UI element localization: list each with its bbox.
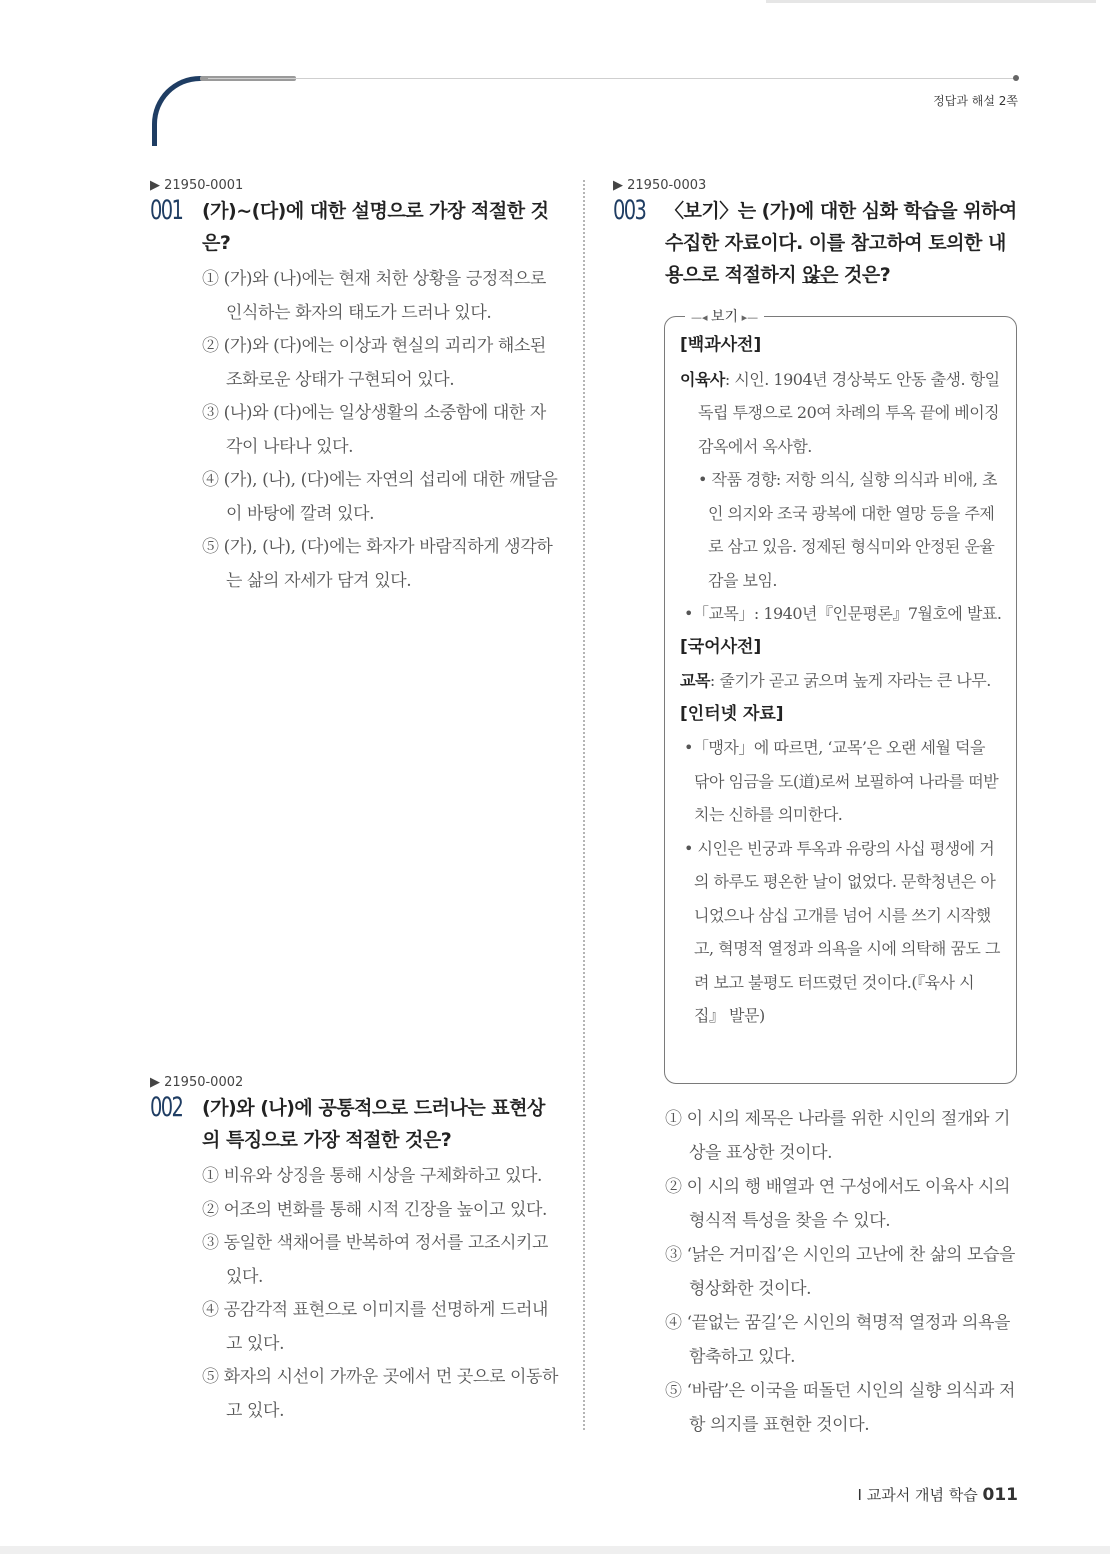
option-3[interactable]: ③ ‘낡은 거미집’은 시인의 고난에 찬 삶의 모습을 형상화한 것이다.: [665, 1245, 1016, 1299]
question-head: [150, 195, 560, 259]
option-1[interactable]: ① 비유와 상징을 통해 시상을 구체화하고 있다.: [202, 1166, 543, 1186]
underlined-word: 않은: [802, 264, 838, 286]
question-head: [150, 1092, 560, 1156]
term-word: 이육사: [680, 369, 725, 389]
bullet-item: •「맹자」에 따르면, ‘교목’은 오랜 세월 덕을 닦아 임금을 도(道)로써 보필하여 나라를 떠받치는 신하를 의미한다.: [684, 738, 999, 824]
option-2[interactable]: ② 이 시의 행 배열과 연 구성에서도 이육사 시의 형식적 특성을 찾을 수 있다.: [665, 1177, 1011, 1231]
option-1[interactable]: ① 이 시의 제목은 나라를 위한 시인의 절개와 기상을 표상한 것이다.: [665, 1109, 1011, 1163]
question-002: [150, 1074, 560, 1428]
answer-reference: 정답과 해설 2쪽: [933, 94, 1018, 108]
term-word: 교목: [680, 671, 710, 690]
section-title-internet: [인터넷 자료]: [680, 703, 784, 724]
option-list: [665, 1102, 1023, 1442]
option-list: [202, 1160, 560, 1428]
question-001: [150, 177, 560, 598]
option-list: [202, 263, 560, 598]
header-arc-decoration: [152, 76, 222, 146]
option-5[interactable]: ⑤ ‘바람’은 이국을 떠돌던 시인의 실향 의식과 저항 의지를 표현한 것이다.: [665, 1381, 1016, 1435]
question-003: [613, 177, 1023, 291]
option-3[interactable]: ③ (나)와 (다)에는 일상생활의 소중함에 대한 자각이 나타나 있다.: [202, 403, 546, 457]
question-003-options: [613, 1098, 1023, 1442]
term-entry: 이육사: 시인. 1904년 경상북도 안동 출생. 항일 독립 투쟁으로 20여 차례의 투옥 끝에 베이징 감옥에서 옥사함.: [680, 369, 1000, 456]
option-2[interactable]: ② 어조의 변화를 통해 시적 긴장을 높이고 있다.: [202, 1199, 548, 1220]
question-text: 〈보기〉는 (가)에 대한 심화 학습을 위하여 수집한 자료이다. 이를 참고하여 토의한 내용으로 적절하지 않은 것은?: [665, 200, 1017, 286]
question-text: (가)~(다)에 대한 설명으로 가장 적절한 것은?: [202, 200, 549, 254]
question-number: 003: [613, 195, 646, 226]
bottom-edge-bar: [0, 1546, 1110, 1554]
question-code: ▶ 21950-0003: [613, 178, 707, 193]
option-1[interactable]: ① (가)와 (나)에는 현재 처한 상황을 긍정적으로 인식하는 화자의 태도가 드러나 있다.: [202, 269, 546, 323]
header-dot: [1013, 75, 1019, 81]
option-3[interactable]: ③ 동일한 색채어를 반복하여 정서를 고조시키고 있다.: [202, 1233, 549, 1287]
page-number: 011: [982, 1485, 1018, 1505]
column-divider: [583, 180, 585, 1430]
bogi-label: —◂ 보기 ▸—: [685, 306, 764, 326]
section-title-dictionary: [국어사전]: [680, 636, 762, 657]
option-2[interactable]: ② (가)와 (다)에는 이상과 현실의 괴리가 해소된 조화로운 상태가 구현되어 있다.: [202, 336, 546, 390]
section-title-encyclopedia: [백과사전]: [680, 335, 762, 355]
term-entry: 교목: 줄기가 곧고 굵으며 높게 자라는 큰 나무.: [680, 671, 991, 690]
question-number: 002: [150, 1092, 183, 1123]
option-4[interactable]: ④ 공감각적 표현으로 이미지를 선명하게 드러내고 있다.: [202, 1300, 549, 1354]
bogi-box: [664, 309, 1017, 1084]
top-edge-bar: [766, 0, 1096, 3]
header-rule: [208, 78, 1018, 79]
question-code: ▶ 21950-0001: [150, 178, 244, 193]
bullet-item: •「교목」: 1940년『인문평론』7월호에 발표.: [684, 604, 1002, 623]
question-head: [613, 195, 1023, 291]
question-number: 001: [150, 195, 183, 226]
page-footer: [858, 1484, 1018, 1505]
option-5[interactable]: ⑤ (가), (나), (다)에는 화자가 바람직하게 생각하는 삶의 자세가 담겨 있다.: [202, 537, 553, 591]
bullet-item: • 시인은 빈궁과 투옥과 유랑의 사십 평생에 거의 하루도 평온한 날이 없었다. 문학청년은 아니었으나 삼십 고개를 넘어 시를 쓰기 시작했고, 혁명적 열정과 의욕을 시에 의탁해 꿈도 그려 보고 불평도 터뜨렸던 것이다.(『육사 시집』 발문): [684, 838, 1000, 1025]
option-5[interactable]: ⑤ 화자의 시선이 가까운 곳에서 먼 곳으로 이동하고 있다.: [202, 1367, 559, 1421]
footer-section: I 교과서 개념 학습: [857, 1486, 978, 1504]
bullet-item: • 작품 경향: 저항 의식, 실향 의식과 비애, 초인 의지와 조국 광복에 대한 열망 등을 주제로 삼고 있음. 정제된 형식미와 안정된 운율감을 보임.: [698, 470, 997, 590]
question-text: (가)와 (나)에 공통적으로 드러나는 표현상의 특징으로 가장 적절한 것은?: [202, 1097, 545, 1151]
question-code: ▶ 21950-0002: [150, 1075, 244, 1090]
option-4[interactable]: ④ (가), (나), (다)에는 자연의 섭리에 대한 깨달음이 바탕에 깔려 있다.: [202, 470, 558, 524]
option-4[interactable]: ④ ‘끝없는 꿈길’은 시인의 혁명적 열정과 의욕을 함축하고 있다.: [665, 1313, 1011, 1367]
